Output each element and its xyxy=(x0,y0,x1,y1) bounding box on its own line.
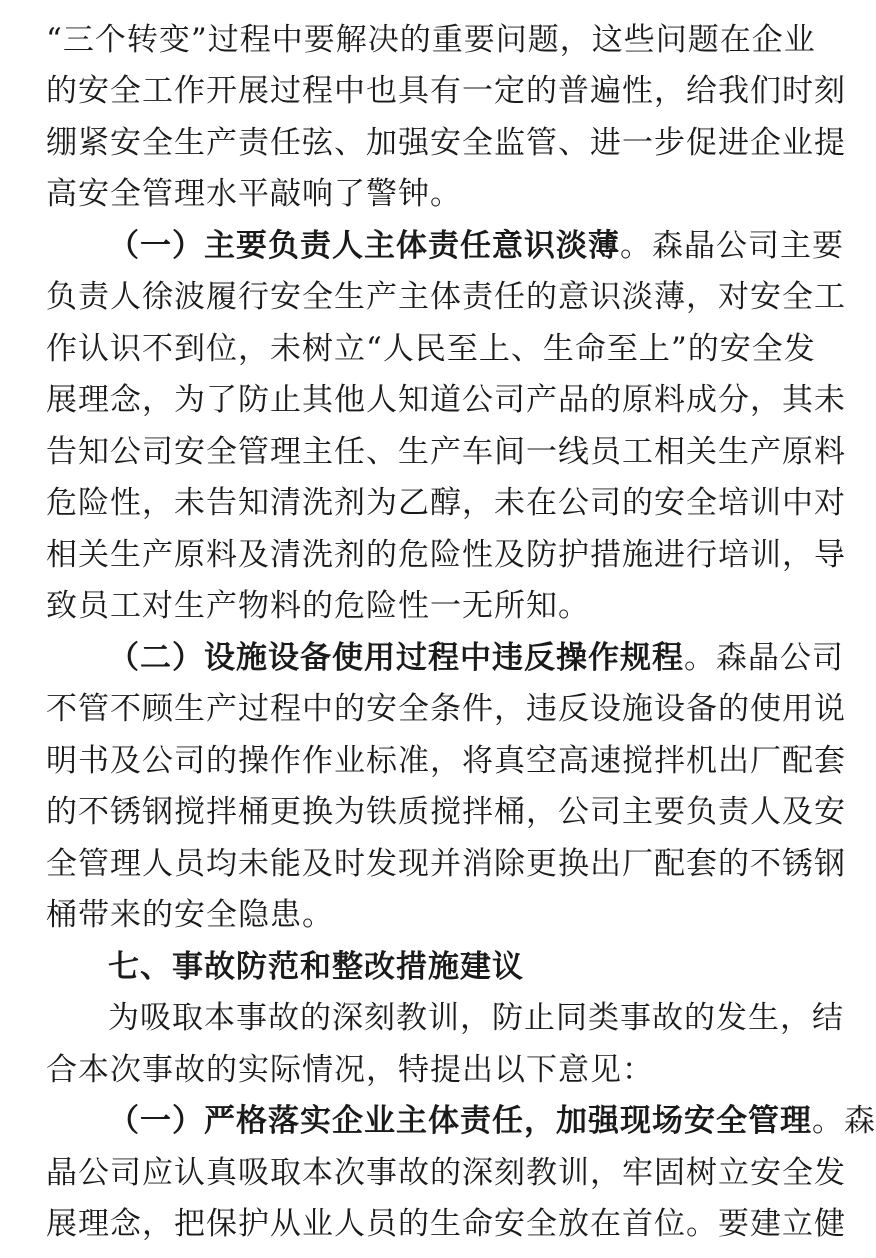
text-line-4: 高安全管理水平敲响了警钟。 xyxy=(46,176,462,212)
text-line-7: 作认识不到位，未树立“人民至上、生命至上”的安全发 xyxy=(46,331,816,367)
text-line-8: 展理念，为了防止其他人知道公司产品的原料成分，其未 xyxy=(46,382,846,418)
section-two-title: （二）设施设备使用过程中违反操作规程 xyxy=(108,640,684,676)
text-line-17: 全管理人员均未能及时发现并消除更换出厂配套的不锈钢 xyxy=(46,846,846,882)
text-line-1: “三个转变”过程中要解决的重要问题，这些问题在企业 xyxy=(46,22,816,58)
text-line-18: 桶带来的安全隐患。 xyxy=(46,897,334,933)
section-two-line xyxy=(108,630,844,686)
section-two-continuation: 。森晶公司 xyxy=(684,640,844,676)
text-line-15: 明书及公司的操作作业标准，将真空高速搅拌机出厂配套 xyxy=(46,743,846,779)
chapter-seven-heading: 七、事故防范和整改措施建议 xyxy=(108,949,524,985)
text-line-10: 危险性，未告知清洗剂为乙醇，未在公司的安全培训中对 xyxy=(46,485,846,521)
section-one-line xyxy=(108,218,844,274)
text-line-14: 不管不顾生产过程中的安全条件，违反设施设备的使用说 xyxy=(46,691,846,727)
measure-one-line xyxy=(108,1093,876,1149)
section-one-continuation: 。森晶公司主要 xyxy=(620,228,844,264)
measure-one-title: （一）严格落实企业主体责任，加强现场安全管理 xyxy=(108,1103,812,1139)
text-line-6: 负责人徐波履行安全生产主体责任的意识淡薄，对安全工 xyxy=(46,279,846,315)
text-line-24: 展理念，把保护从业人员的生命安全放在首位。要建立健 xyxy=(46,1206,846,1242)
text-line-23: 晶公司应认真吸取本次事故的深刻教训，牢固树立安全发 xyxy=(46,1155,846,1191)
text-line-21: 合本次事故的实际情况，特提出以下意见： xyxy=(46,1052,654,1088)
text-line-11: 相关生产原料及清洗剂的危险性及防护措施进行培训，导 xyxy=(46,537,846,573)
measure-one-continuation: 。森 xyxy=(812,1103,876,1139)
section-one-title: （一）主要负责人主体责任意识淡薄 xyxy=(108,228,620,264)
text-line-20: 为吸取本事故的深刻教训，防止同类事故的发生，结 xyxy=(108,1000,844,1036)
text-line-3: 绷紧安全生产责任弦、加强安全监管、进一步促进企业提 xyxy=(46,125,846,161)
text-line-12: 致员工对生产物料的危险性一无所知。 xyxy=(46,588,590,624)
text-line-16: 的不锈钢搅拌桶更换为铁质搅拌桶，公司主要负责人及安 xyxy=(46,794,846,830)
text-line-2: 的安全工作开展过程中也具有一定的普遍性，给我们时刻 xyxy=(46,73,846,109)
text-line-9: 告知公司安全管理主任、生产车间一线员工相关生产原料 xyxy=(46,434,846,470)
